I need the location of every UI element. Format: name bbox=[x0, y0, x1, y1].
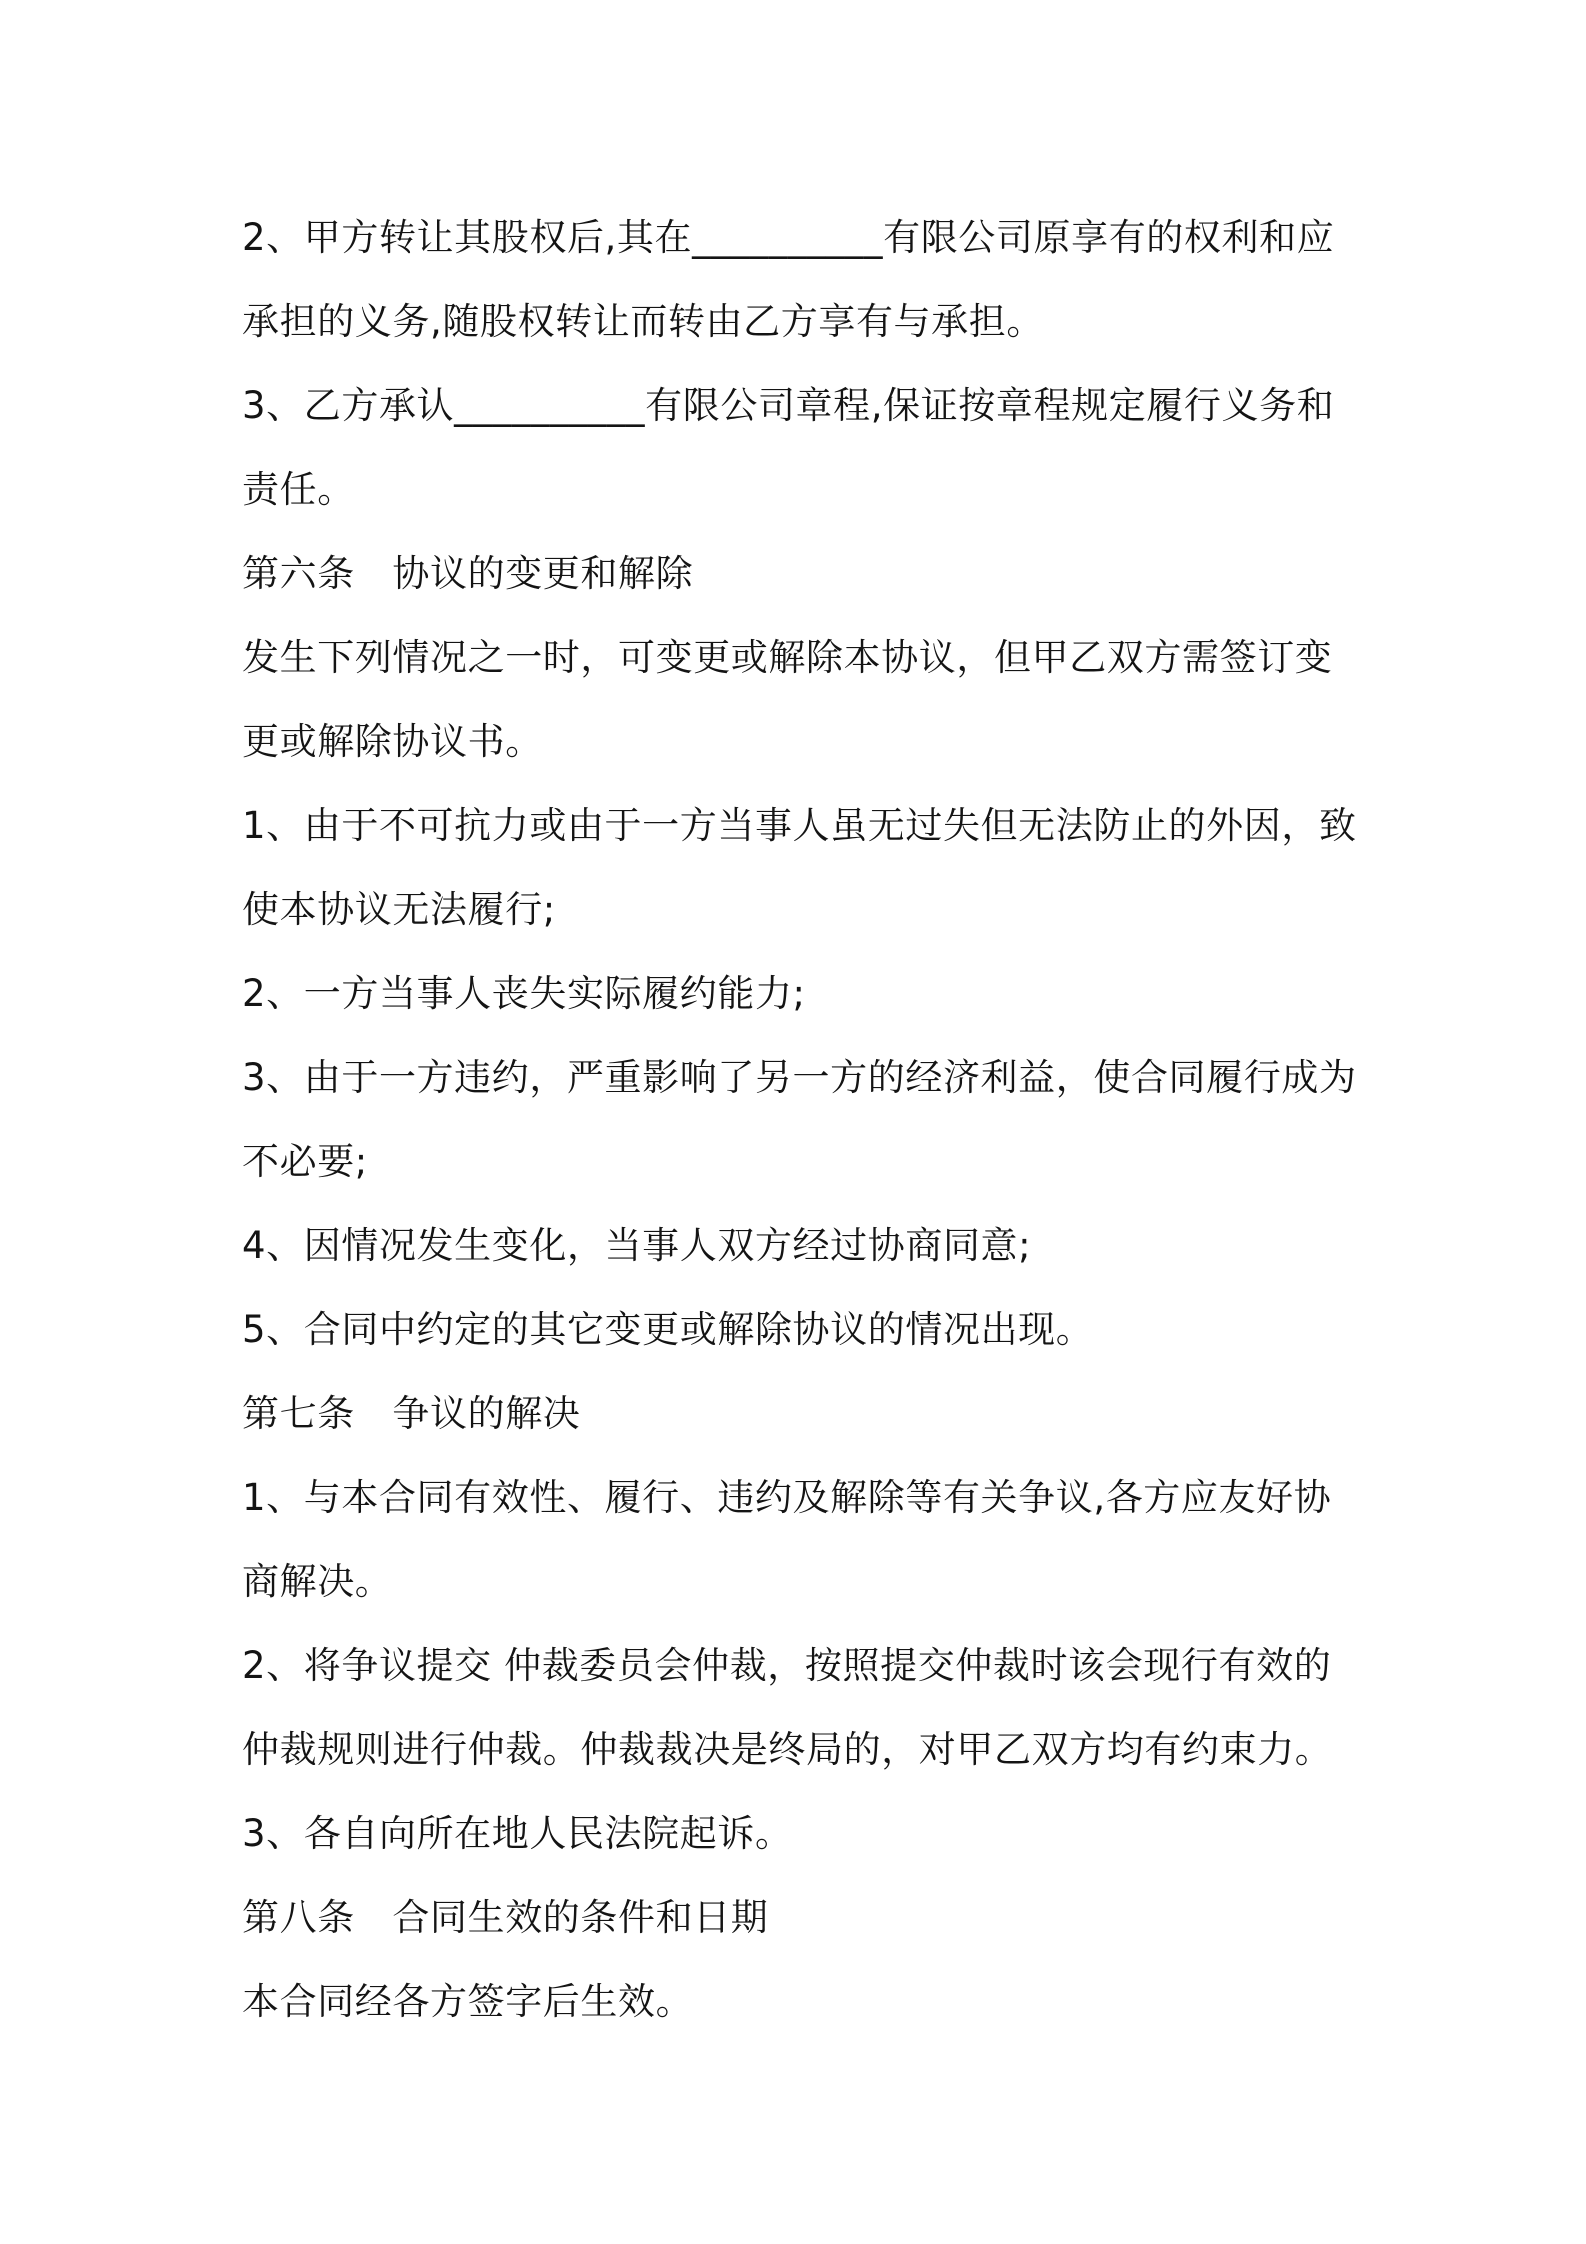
clause-5-item-2: 2、甲方转让其股权后,其在__________有限公司原享有的权利和应承担的义务,随股权转让而转由乙方享有与承担。 bbox=[242, 216, 1335, 343]
article-6-item-5: 5、合同中约定的其它变更或解除协议的情况出现。 bbox=[242, 1308, 1094, 1351]
article-7-item-2: 2、将争议提交 仲裁委员会仲裁，按照提交仲裁时该会现行有效的仲裁规则进行仲裁。仲裁裁决是终局的，对甲乙双方均有约束力。 bbox=[242, 1644, 1333, 1771]
clause-5-item-3: 3、乙方承认__________有限公司章程,保证按章程规定履行义务和责任。 bbox=[242, 384, 1335, 511]
article-6-intro: 发生下列情况之一时，可变更或解除本协议，但甲乙双方需签订变更或解除协议书。 bbox=[242, 636, 1333, 763]
article-8-text: 本合同经各方签字后生效。 bbox=[242, 1980, 694, 2023]
article-7-item-3: 3、各自向所在地人民法院起诉。 bbox=[242, 1812, 793, 1855]
article-7-heading: 第七条 争议的解决 bbox=[242, 1392, 581, 1435]
document-body bbox=[242, 196, 1360, 2044]
article-6-item-3: 3、由于一方违约，严重影响了另一方的经济利益，使合同履行成为不必要; bbox=[242, 1056, 1357, 1183]
article-7-item-1: 1、与本合同有效性、履行、违约及解除等有关争议,各方应友好协商解决。 bbox=[242, 1476, 1332, 1603]
article-6-item-1: 1、由于不可抗力或由于一方当事人虽无过失但无法防止的外因，致使本协议无法履行; bbox=[242, 804, 1357, 931]
article-8-heading: 第八条 合同生效的条件和日期 bbox=[242, 1896, 769, 1939]
article-6-item-2: 2、一方当事人丧失实际履约能力; bbox=[242, 972, 806, 1015]
article-6-item-4: 4、因情况发生变化，当事人双方经过协商同意; bbox=[242, 1224, 1032, 1267]
article-6-heading: 第六条 协议的变更和解除 bbox=[242, 552, 694, 595]
